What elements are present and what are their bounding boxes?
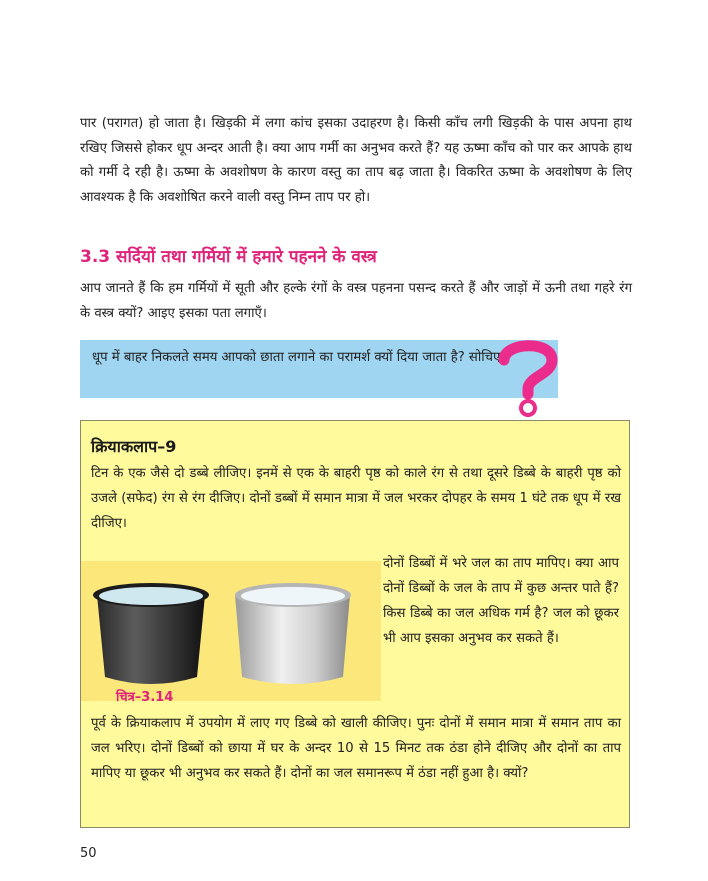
activity-title: क्रियाकलाप–9	[91, 437, 177, 456]
two-pots-illustration	[87, 573, 371, 691]
activity-box	[80, 420, 630, 828]
question-mark-icon	[494, 336, 562, 418]
figure-caption: चित्र–3.14	[116, 690, 174, 705]
question-text: धूप में बाहर निकलते समय आपको छाता लगाने का परामर्श क्यों दिया जाता है? सोचिए।	[92, 350, 506, 365]
intro-paragraph: पार (परागत) हो जाता है। खिड़की में लगा कांच इसका उदाहरण है। किसी काँच लगी खिड़की के पास अपना हाथ रखिए जिससे होकर धूप अन्दर आती है। क्या आप गर्मी का अनुभव करते हैं? यह ऊष्मा काँच को पार कर आपके हाथ को गर्मी दे रही है। ऊष्मा के अवशोषण के कारण वस्तु का ताप बढ़ जाता है। विकरित ऊष्मा के अवशोषण के लिए आवश्यक है कि अवशोषित करने वाली वस्तु निम्न ताप पर हो।	[80, 116, 632, 205]
black-pot	[93, 583, 209, 684]
question-box	[80, 340, 558, 398]
white-pot	[235, 583, 351, 684]
activity-intro: टिन के एक जैसे दो डब्बे लीजिए। इनमें से एक के बाहरी पृष्ठ को काले रंग से तथा दूसरे डिब्बे के बाहरी पृष्ठ को उजले (सफेद) रंग से रंग दीजिए। दोनों डब्बों में समान मात्रा में जल भरकर दोपहर के समय 1 घंटे तक धूप में रख दीजिए।	[91, 466, 621, 531]
figure-panel	[81, 561, 381, 701]
activity-followup: पूर्व के क्रियाकलाप में उपयोग में लाए गए डिब्बे को खाली कीजिए। पुनः दोनों में समान मात्रा में समान ताप का जल भरिए। दोनों डिब्बों को छाया में घर के अन्दर 10 से 15 मिनट तक ठंडा होने दीजिए और दोनों का ताप मापिए या छूकर भी अनुभव कर सकते हैं। दोनों का जल समानरूप में ठंडा नहीं हुआ है। क्यों?	[91, 716, 621, 781]
section-text: आप जानते हैं कि हम गर्मियों में सूती और हल्के रंगों के वस्त्र पहनना पसन्द करते हैं और जाड़ों में ऊनी तथा गहरे रंग के वस्त्र क्यों? आइए इसका पता लगाएँ।	[80, 281, 632, 321]
activity-side-text: दोनों डिब्बों में भरे जल का ताप मापिए। क्या आप दोनों डिब्बों के जल के ताप में कुछ अन्तर पाते हैं? किस डिब्बे का जल अधिक गर्म है? जल को छूकर भी आप इसका अनुभव कर सकते हैं।	[383, 556, 619, 646]
section-heading: 3.3 सर्दियों तथा गर्मियों में हमारे पहनने के वस्त्र	[80, 247, 377, 267]
page-number: 50	[80, 846, 97, 861]
